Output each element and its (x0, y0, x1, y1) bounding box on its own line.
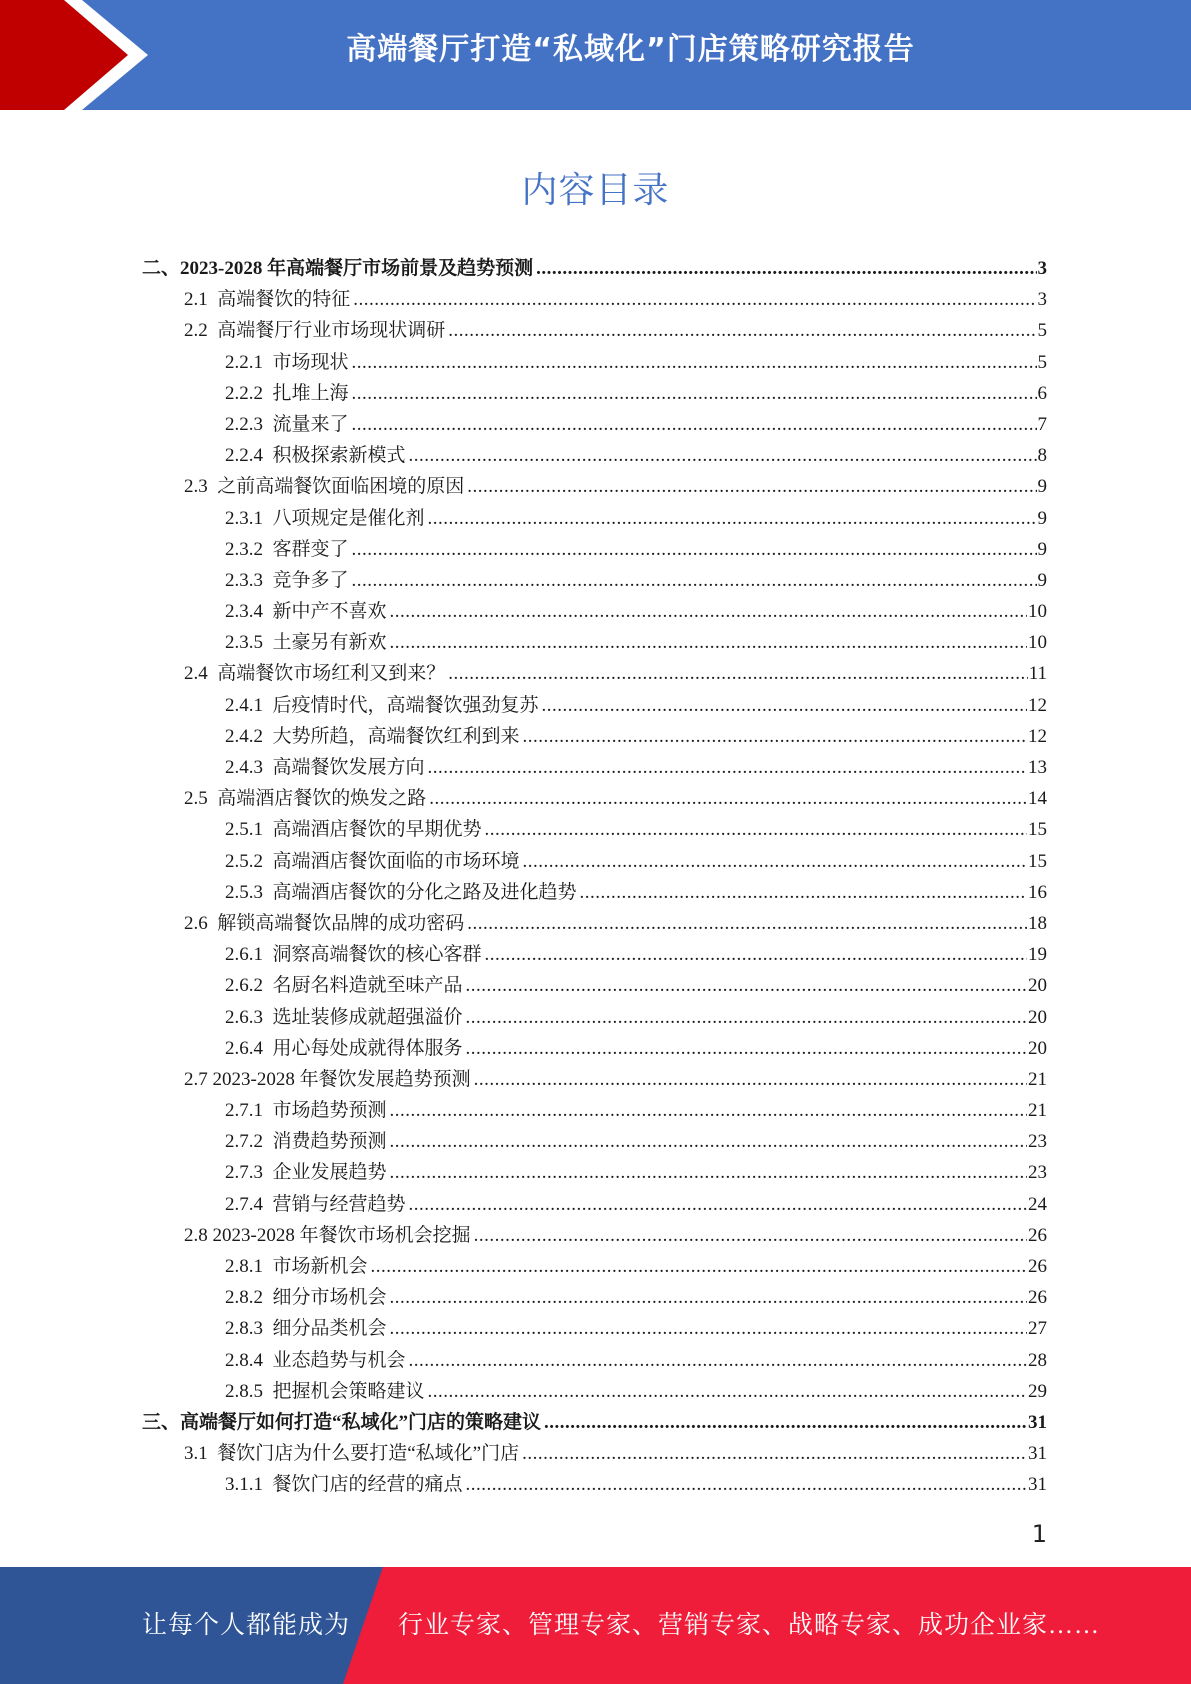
toc-entry-title: 高端餐厅行业市场现状调研 (217, 320, 446, 342)
toc-entry-title: 高端酒店餐饮的分化之路及进化趋势 (272, 881, 577, 903)
toc-entry-number: 2.8.2 (225, 1287, 273, 1309)
toc-entry-number: 2.2.4 (225, 445, 273, 467)
toc-entry-title: 流量来了 (272, 413, 349, 435)
toc-entry-title: 2023-2028 年餐饮市场机会挖掘 (212, 1224, 471, 1246)
toc-entry-number: 2.3.4 (225, 601, 273, 623)
toc-entry-number: 2.5.2 (225, 850, 273, 872)
toc-entry-title: 新中产不喜欢 (272, 601, 387, 623)
toc-entry-page: 10 (1028, 632, 1047, 654)
toc-entry[interactable] (0, 1220, 1191, 1251)
toc-entry[interactable] (0, 1313, 1191, 1344)
toc-entry-page: 27 (1028, 1318, 1047, 1340)
toc-entry[interactable] (0, 846, 1191, 877)
toc-dot-leader (352, 534, 1037, 565)
toc-entry-title: 市场趋势预测 (272, 1100, 387, 1122)
toc-dot-leader (390, 1282, 1027, 1313)
toc-entry[interactable] (0, 315, 1191, 346)
toc-entry[interactable] (0, 658, 1191, 689)
toc-dot-leader (544, 1407, 1027, 1438)
toc-entry-page: 10 (1028, 601, 1047, 623)
toc-dot-leader (522, 1438, 1027, 1469)
toc-entry-title: 2023-2028 年餐饮发展趋势预测 (212, 1068, 471, 1090)
toc-entry[interactable] (0, 378, 1191, 409)
toc-dot-leader (429, 783, 1027, 814)
toc-entry-page: 8 (1037, 445, 1047, 467)
toc-entry-number: 2.2.2 (225, 382, 273, 404)
toc-entry-title: 餐饮门店的经营的痛点 (272, 1474, 463, 1496)
toc-entry-title: 高端餐饮市场红利又到来？ (217, 663, 446, 685)
toc-entry[interactable] (0, 814, 1191, 845)
toc-entry-title: 企业发展趋势 (272, 1162, 387, 1184)
toc-dot-leader (390, 1126, 1027, 1157)
chevron-arrow-icon (0, 0, 160, 110)
toc-dot-leader (428, 752, 1027, 783)
toc-entry-title: 大势所趋，高端餐饮红利到来 (272, 725, 520, 747)
toc-entry-number: 2.7.4 (225, 1193, 273, 1215)
toc-dot-leader (485, 939, 1027, 970)
toc-dot-leader (474, 1064, 1027, 1095)
toc-entry-title: 土豪另有新欢 (272, 632, 387, 654)
toc-entry[interactable] (0, 253, 1191, 284)
toc-entry[interactable] (0, 471, 1191, 502)
toc-entry[interactable] (0, 1157, 1191, 1188)
toc-entry-number: 2.4.1 (225, 694, 273, 716)
toc-entry-title: 高端酒店餐饮的焕发之路 (217, 788, 427, 810)
toc-entry[interactable] (0, 596, 1191, 627)
toc-entry[interactable] (0, 1033, 1191, 1064)
toc-entry-title: 业态趋势与机会 (272, 1349, 406, 1371)
table-of-contents (0, 253, 1191, 1501)
toc-entry[interactable] (0, 440, 1191, 471)
toc-dot-leader (352, 378, 1037, 409)
toc-entry[interactable] (0, 565, 1191, 596)
toc-entry-title: 2023-2028 年高端餐厅市场前景及趋势预测 (180, 258, 534, 279)
toc-entry-page: 26 (1028, 1256, 1047, 1277)
footer-slogan: 让每个人都能成为 (142, 1612, 351, 1639)
toc-dot-leader (523, 846, 1027, 877)
toc-entry[interactable] (0, 534, 1191, 565)
toc-entry-page: 7 (1037, 413, 1047, 435)
toc-entry-title: 之前高端餐饮面临困境的原因 (217, 476, 465, 498)
toc-entry-title: 细分品类机会 (272, 1318, 387, 1340)
toc-dot-leader (352, 409, 1037, 440)
toc-entry-page: 31 (1028, 1443, 1047, 1465)
toc-dot-leader (371, 1251, 1027, 1282)
toc-entry[interactable] (0, 783, 1191, 814)
toc-entry-page: 31 (1028, 1411, 1047, 1433)
toc-dot-leader (409, 1189, 1027, 1220)
toc-entry-title: 积极探索新模式 (272, 445, 406, 467)
toc-dot-leader (353, 284, 1036, 315)
toc-entry-number: 2.4.2 (225, 725, 273, 747)
toc-entry[interactable] (0, 1189, 1191, 1220)
toc-entry-number: 三、 (142, 1411, 181, 1433)
toc-entry-page: 26 (1028, 1224, 1047, 1246)
toc-entry-number: 2.6 (184, 912, 218, 934)
toc-entry-number: 3.1.1 (225, 1474, 273, 1496)
toc-entry-page: 15 (1028, 819, 1047, 841)
toc-entry-title: 选址装修成就超强溢价 (272, 1006, 463, 1028)
toc-entry-page: 29 (1028, 1380, 1047, 1402)
toc-entry-number: 2.8.4 (225, 1349, 273, 1371)
toc-entry-page: 13 (1028, 757, 1047, 778)
toc-entry-number: 2.4.3 (225, 757, 273, 778)
toc-entry-page: 21 (1028, 1068, 1047, 1090)
toc-dot-leader (428, 1376, 1027, 1407)
toc-entry-title: 竞争多了 (272, 569, 349, 591)
toc-entry-page: 12 (1028, 725, 1047, 747)
toc-entry-page: 9 (1037, 569, 1047, 591)
toc-entry-number: 2.7.1 (225, 1100, 273, 1122)
toc-entry-page: 3 (1037, 289, 1047, 311)
toc-entry-title: 餐饮门店为什么要打造“私域化”门店 (217, 1443, 520, 1465)
toc-entry-page: 3 (1037, 258, 1047, 279)
toc-entry-number: 2.6.2 (225, 975, 273, 997)
toc-entry-number: 3.1 (184, 1443, 218, 1465)
toc-entry[interactable] (0, 1438, 1191, 1469)
toc-entry-page: 23 (1028, 1162, 1047, 1184)
toc-entry[interactable] (0, 1095, 1191, 1126)
page-number: 1 (1031, 1520, 1047, 1548)
toc-entry-page: 11 (1028, 663, 1047, 685)
toc-entry-number: 2.7.3 (225, 1162, 273, 1184)
toc-entry-page: 9 (1037, 507, 1047, 529)
toc-dot-leader (428, 503, 1037, 534)
toc-entry-number: 2.8.1 (225, 1256, 273, 1277)
toc-dot-leader (485, 814, 1027, 845)
toc-entry-title: 高端餐饮发展方向 (272, 757, 425, 778)
toc-entry-page: 5 (1037, 351, 1047, 373)
toc-entry-number: 2.3.5 (225, 632, 273, 654)
toc-entry[interactable] (0, 347, 1191, 378)
toc-entry-number: 2.3.3 (225, 569, 273, 591)
toc-entry-page: 6 (1037, 382, 1047, 404)
toc-dot-leader (409, 1345, 1027, 1376)
toc-entry-page: 19 (1028, 944, 1047, 966)
toc-entry-page: 24 (1028, 1193, 1047, 1215)
toc-entry-title: 洞察高端餐饮的核心客群 (272, 944, 482, 966)
toc-entry[interactable] (0, 721, 1191, 752)
toc-entry-title: 高端酒店餐饮的早期优势 (272, 819, 482, 841)
toc-dot-leader (466, 1033, 1027, 1064)
toc-entry[interactable] (0, 970, 1191, 1001)
toc-entry-number: 二、 (142, 258, 181, 279)
toc-entry-title: 市场新机会 (272, 1256, 368, 1277)
toc-entry-title: 后疫情时代，高端餐饮强劲复苏 (272, 694, 539, 716)
toc-entry-title: 高端餐饮的特征 (217, 289, 351, 311)
page-header (0, 0, 1191, 110)
toc-dot-leader (466, 970, 1027, 1001)
toc-entry-number: 2.6.1 (225, 944, 273, 966)
toc-entry-page: 21 (1028, 1100, 1047, 1122)
toc-dot-leader (467, 908, 1027, 939)
toc-entry-title: 解锁高端餐饮品牌的成功密码 (217, 912, 465, 934)
toc-entry[interactable] (0, 284, 1191, 315)
toc-entry-title: 用心每处成就得体服务 (272, 1037, 463, 1059)
toc-entry[interactable] (0, 1282, 1191, 1313)
toc-dot-leader (542, 690, 1027, 721)
toc-entry-title: 营销与经营趋势 (272, 1193, 406, 1215)
toc-entry-number: 2.8.5 (225, 1380, 273, 1402)
toc-entry-number: 2.8 (184, 1224, 213, 1246)
toc-dot-leader (448, 315, 1036, 346)
toc-entry[interactable] (0, 409, 1191, 440)
toc-entry-number: 2.2 (184, 320, 218, 342)
toc-entry-number: 2.6.3 (225, 1006, 273, 1028)
toc-entry-page: 15 (1028, 850, 1047, 872)
footer-roles: 行业专家、管理专家、营销专家、战略专家、成功企业家…… (398, 1612, 1101, 1639)
report-title: 高端餐厅打造“私域化”门店策略研究报告 (346, 32, 915, 67)
toc-entry-page: 28 (1028, 1349, 1047, 1371)
toc-entry-page: 16 (1028, 881, 1047, 903)
toc-dot-leader (474, 1220, 1027, 1251)
toc-dot-leader (390, 1313, 1027, 1344)
toc-entry-title: 扎堆上海 (272, 382, 349, 404)
toc-dot-leader (580, 877, 1027, 908)
toc-entry-title: 名厨名料造就至味产品 (272, 975, 463, 997)
toc-dot-leader (352, 347, 1037, 378)
toc-entry-number: 2.7 (184, 1068, 213, 1090)
toc-entry-number: 2.3.1 (225, 507, 273, 529)
toc-entry-page: 9 (1037, 476, 1047, 498)
toc-entry-page: 18 (1028, 912, 1047, 934)
toc-entry-title: 高端酒店餐饮面临的市场环境 (272, 850, 520, 872)
toc-entry[interactable] (0, 1469, 1191, 1500)
toc-entry-number: 2.5 (184, 788, 218, 810)
toc-entry-page: 26 (1028, 1287, 1047, 1309)
toc-entry[interactable] (0, 1126, 1191, 1157)
toc-dot-leader (352, 565, 1037, 596)
toc-entry-title: 客群变了 (272, 538, 349, 560)
toc-entry-title: 把握机会策略建议 (272, 1380, 425, 1402)
toc-entry-number: 2.6.4 (225, 1037, 273, 1059)
toc-entry[interactable] (0, 1376, 1191, 1407)
toc-entry-page: 20 (1028, 1037, 1047, 1059)
toc-entry-number: 2.3.2 (225, 538, 273, 560)
toc-entry-number: 2.4 (184, 663, 218, 685)
toc-entry-number: 2.8.3 (225, 1318, 273, 1340)
toc-entry-number: 2.7.2 (225, 1131, 273, 1153)
toc-entry-number: 2.2.3 (225, 413, 273, 435)
toc-entry[interactable] (0, 752, 1191, 783)
toc-entry-page: 12 (1028, 694, 1047, 716)
toc-entry-number: 2.5.1 (225, 819, 273, 841)
toc-dot-leader (466, 1469, 1027, 1500)
toc-dot-leader (466, 1002, 1027, 1033)
toc-entry-page: 20 (1028, 1006, 1047, 1028)
toc-entry-number: 2.5.3 (225, 881, 273, 903)
toc-entry-page: 20 (1028, 975, 1047, 997)
toc-entry-title: 八项规定是催化剂 (272, 507, 425, 529)
toc-dot-leader (390, 1095, 1027, 1126)
toc-entry[interactable] (0, 503, 1191, 534)
toc-entry-title: 细分市场机会 (272, 1287, 387, 1309)
toc-dot-leader (390, 1157, 1027, 1188)
toc-entry-page: 23 (1028, 1131, 1047, 1153)
toc-dot-leader (523, 721, 1027, 752)
toc-dot-leader (390, 627, 1027, 658)
toc-entry-title: 市场现状 (272, 351, 349, 373)
toc-entry[interactable] (0, 627, 1191, 658)
toc-entry-number: 2.1 (184, 289, 218, 311)
toc-entry-title: 高端餐厅如何打造“私域化”门店的策略建议 (180, 1411, 542, 1433)
toc-entry-title: 消费趋势预测 (272, 1131, 387, 1153)
toc-entry[interactable] (0, 690, 1191, 721)
toc-entry[interactable] (0, 1345, 1191, 1376)
toc-entry-page: 31 (1028, 1474, 1047, 1496)
toc-entry[interactable] (0, 1251, 1191, 1282)
toc-entry[interactable] (0, 908, 1191, 939)
toc-dot-leader (467, 471, 1036, 502)
toc-entry-page: 14 (1028, 788, 1047, 810)
toc-dot-leader (390, 596, 1027, 627)
toc-entry[interactable] (0, 1064, 1191, 1095)
toc-entry-page: 9 (1037, 538, 1047, 560)
toc-entry[interactable] (0, 877, 1191, 908)
toc-dot-leader (409, 440, 1037, 471)
toc-dot-leader (448, 658, 1027, 689)
toc-entry[interactable] (0, 939, 1191, 970)
toc-entry[interactable] (0, 1002, 1191, 1033)
toc-entry[interactable] (0, 1407, 1191, 1438)
toc-entry-number: 2.2.1 (225, 351, 273, 373)
toc-heading: 内容目录 (521, 170, 670, 211)
toc-dot-leader (536, 253, 1036, 284)
page-footer (0, 1567, 1191, 1684)
toc-entry-page: 5 (1037, 320, 1047, 342)
toc-entry-number: 2.3 (184, 476, 218, 498)
